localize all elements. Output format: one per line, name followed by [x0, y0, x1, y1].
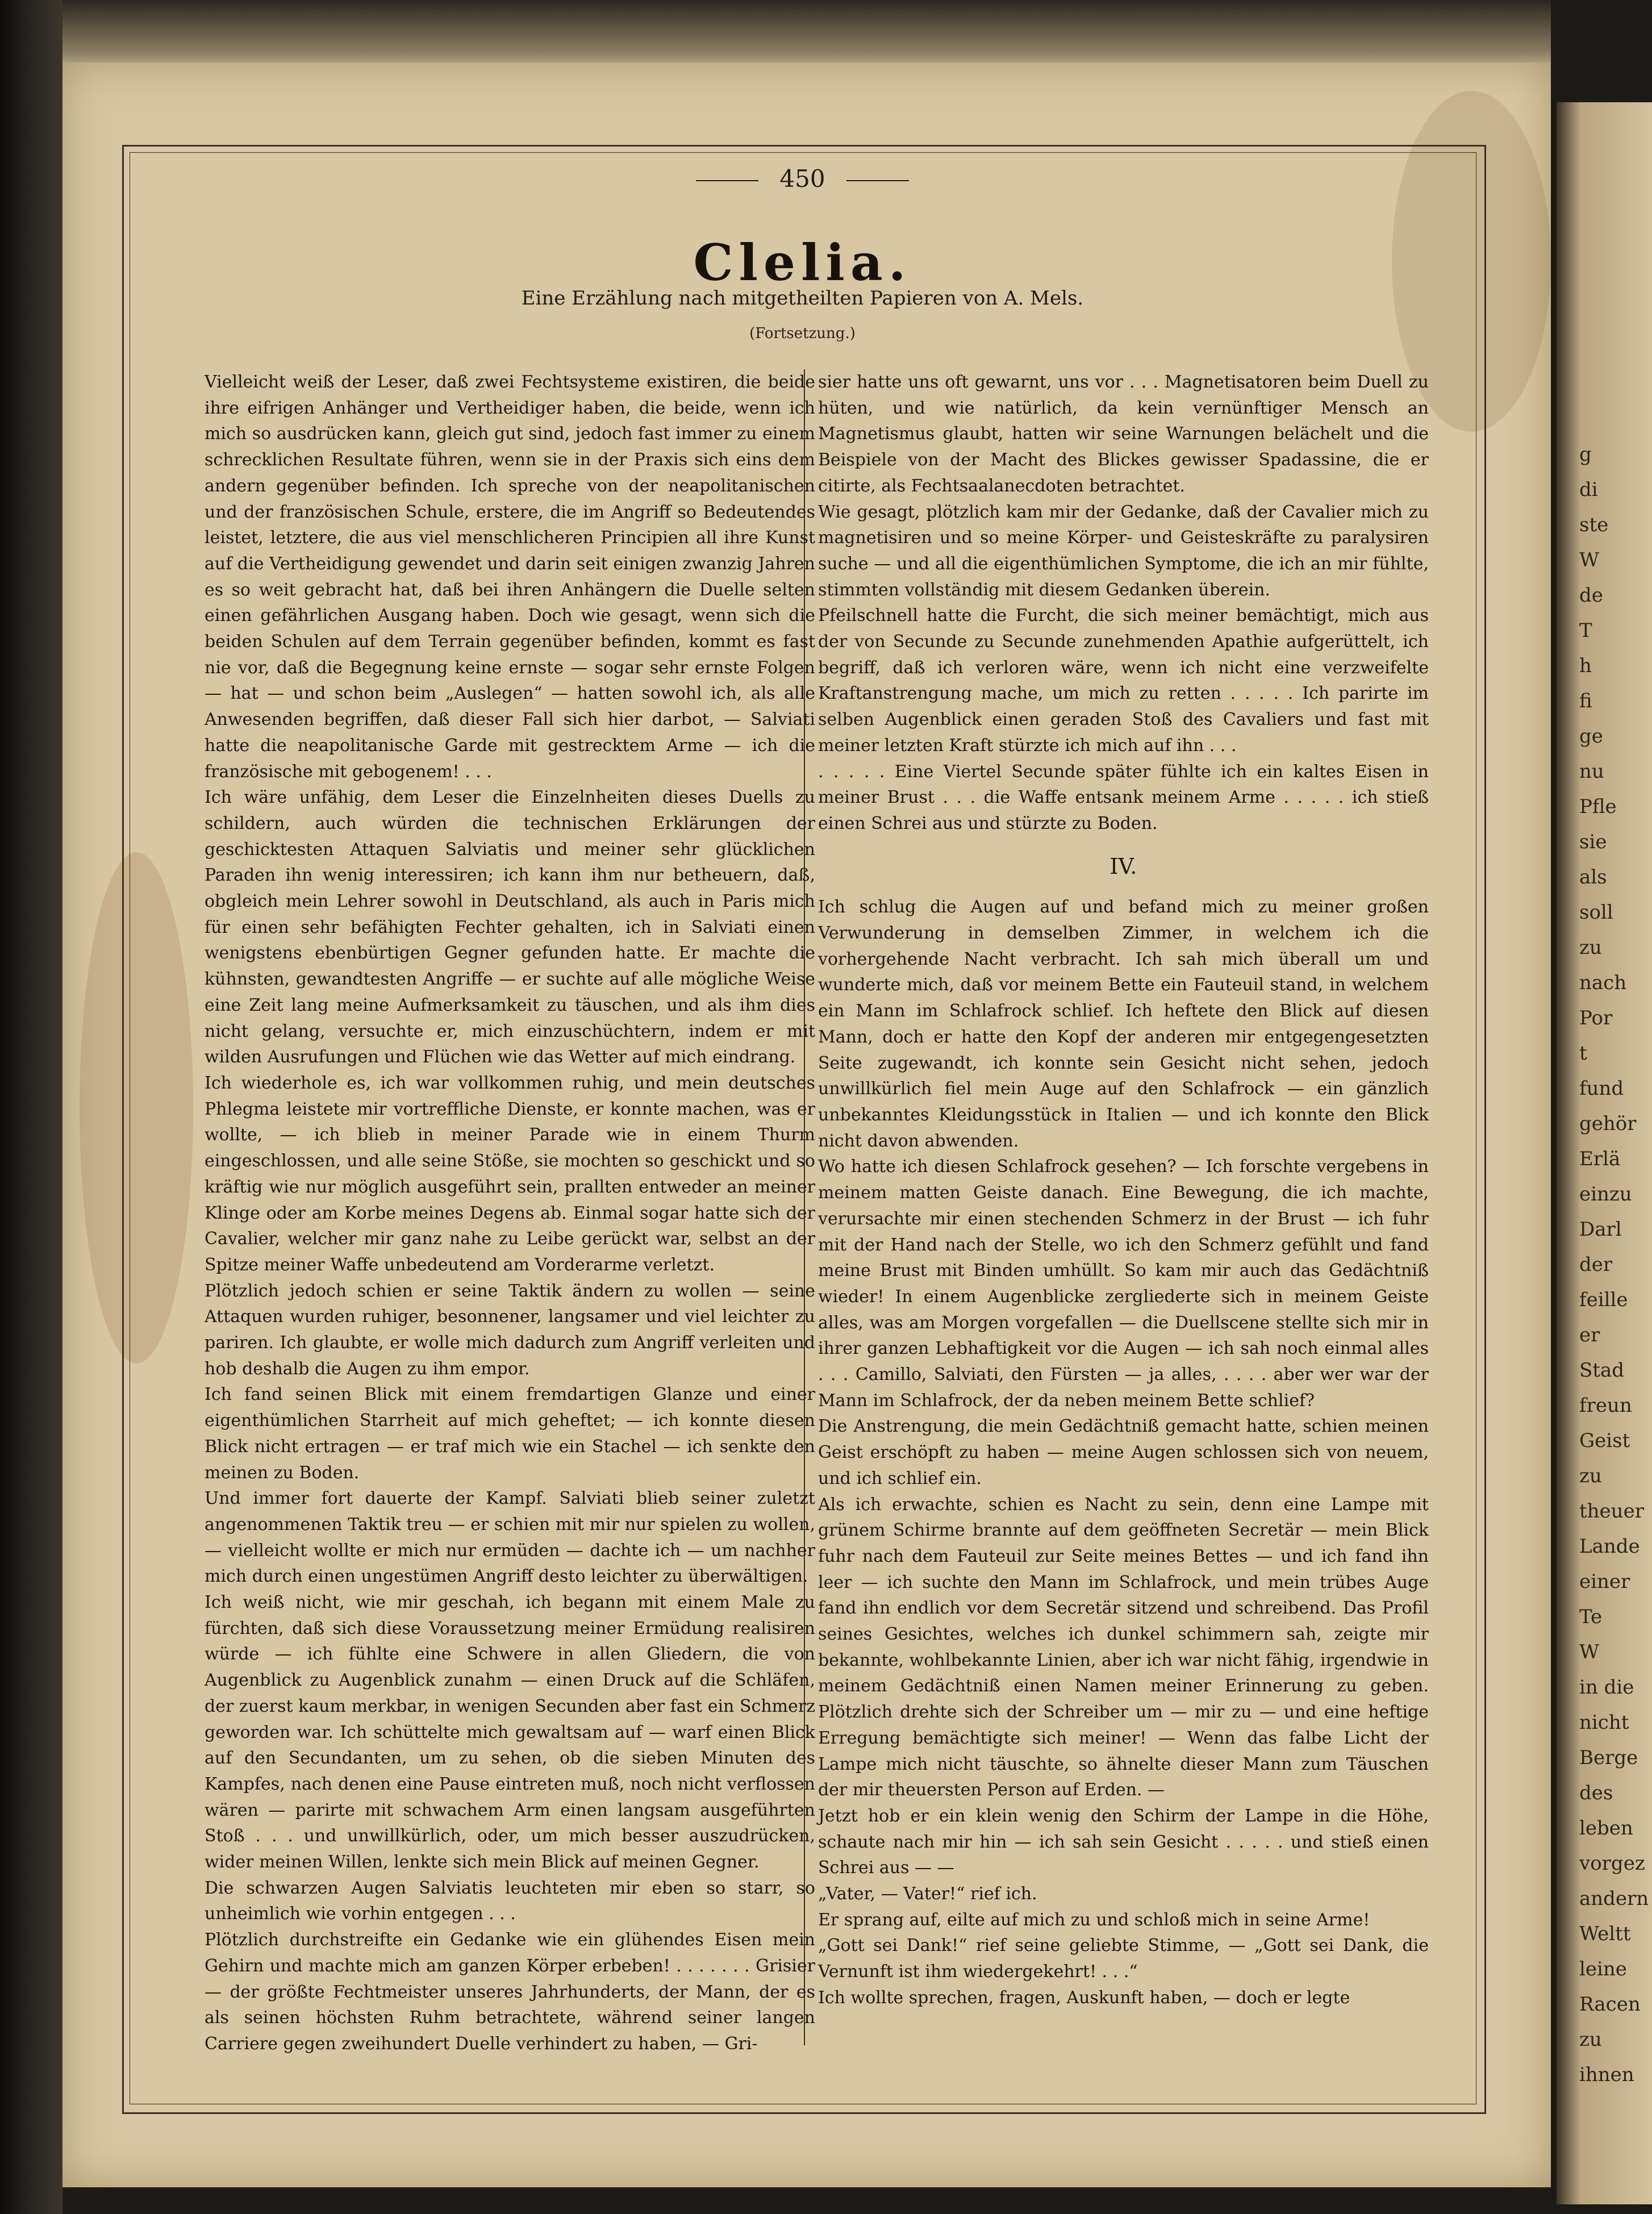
- paragraph: Wie gesagt, plötzlich kam mir der Gedanke, daß der Cavalier mich zu magnetisiren und so meine Körper- und Geisteskräfte zu paralysiren suche — und all die eigenthümlichen Symptome, die ich an mir fühlte, stimmten vollständig mit diesem Gedanken überein.: [818, 502, 1429, 600]
- paragraph: Ich weiß nicht, wie mir geschah, ich begann mit einem Male zu fürchten, daß sich diese Voraussetzung meiner Ermüdung realisiren würde — ich fühlte eine Schwere in allen Gliedern, die von Augenblick zu Augenblick zunahm — einen Druck auf die Schläfen, der zuerst kaum merkbar, in wenigen Secunden aber fast ein Schmerz geworden war. Ich schüttelte mich gewaltsam auf — warf einen Blick auf den Secundanten, um zu sehen, ob die sieben Minuten des Kampfes, nach denen eine Pause eintreten muß, noch nicht verflossen wären — parirte mit schwachem Arm einen langsam ausgeführten Stoß . . . und unwillkürlich, oder, um mich besser auszudrücken, wider meinen Willen, lenkte sich mein Blick auf meinen Gegner.: [205, 1592, 815, 1873]
- facing-page-fragment: di: [1579, 478, 1598, 501]
- paragraph: Ich wiederhole es, ich war vollkommen ruhig, und mein deutsches Phlegma leistete mir vortreffliche Dienste, er konnte machen, was er wollte, — ich blieb in meiner Parade wie in einem Thurm eingeschlossen, und alle seine Stöße, sie mochten so geschickt und so kräftig wie nur möglich ausgeführt sein, prallten entweder an meiner Klinge oder am Korbe meines Degens ab. Einmal sogar hatte sich der Cavalier, welcher mir ganz nahe zu Leibe gerückt war, selbst an der Spitze meiner Waffe unbedeutend am Vorderarme verletzt.: [205, 1073, 815, 1275]
- facing-page-fragment: fi: [1579, 690, 1592, 712]
- paragraph: Vielleicht weiß der Leser, daß zwei Fechtsysteme existiren, die beide ihre eifrigen Anhänger und Vertheidiger haben, die beide, wenn ich mich so ausdrücken kann, gleich gut sind, jedoch fast immer zu einem schrecklichen Resultate führen, wenn sie in der Praxis sich eins dem andern gegenüber befinden. Ich spreche von der neapolitanischen und der französischen Schule, erstere, die im Angriff so Bedeutendes leistet, letztere, die aus viel menschlicheren Principien all ihre Kunst auf die Vertheidigung gewendet und darin seit einigen zwanzig Jahren es so weit gebracht hat, daß bei ihren Anhängern die Duelle selten einen gefährlichen Ausgang haben. Doch wie gesagt, wenn sich die beiden Schulen auf dem Terrain gegenüber befinden, kommt es fast nie vor, daß die Begegnung keine ernste — sogar sehr ernste Folgen — hat — und schon beim „Auslegen“ — hatten sowohl ich, als alle Anwesenden begriffen, daß dieser Fall sich hier darbot, — Salviati hatte die neapolitanische Garde mit gestrecktem Arme — ich die französische mit gebogenem! . . .: [205, 372, 815, 782]
- story-title: Clelia.: [693, 233, 912, 292]
- facing-page-fragment: nach: [1579, 972, 1627, 994]
- facing-page-fragment: ge: [1579, 725, 1603, 748]
- paragraph: Er sprang auf, eilte auf mich zu und schloß mich in seine Arme!: [818, 1909, 1370, 1930]
- facing-page-fragment: g: [1579, 443, 1592, 466]
- header-rule-right: [846, 180, 909, 181]
- facing-page-fragment: theuer: [1579, 1500, 1644, 1523]
- paragraph: Jetzt hob er ein klein wenig den Schirm der Lampe in die Höhe, schaute nach mir hin — ich sah sein Gesicht . . . . . und stieß einen Schrei aus — —: [818, 1806, 1429, 1878]
- paragraph: „Vater, — Vater!“ rief ich.: [818, 1884, 1037, 1904]
- facing-page-fragment: als: [1579, 866, 1607, 889]
- facing-page-fragment: Lande: [1579, 1535, 1640, 1558]
- facing-page-fragment: sie: [1579, 831, 1607, 853]
- facing-page-fragment: nicht: [1579, 1711, 1629, 1734]
- text-column-right: [818, 369, 1429, 2011]
- facing-page-fragment: t: [1579, 1042, 1587, 1065]
- paragraph: Pfeilschnell hatte die Furcht, die sich meiner bemächtigt, mich aus der von Secunde zu Secunde zunehmenden Apathie aufgerüttelt, ich begriff, daß ich verloren wäre, wenn ich nicht eine verzweifelte Kraftanstrengung mache, um mich zu retten . . . . . Ich parirte im selben Augenblick einen geraden Stoß des Cavaliers und fast mit meiner letzten Kraft stürzte ich mich auf ihn . . .: [818, 606, 1429, 756]
- facing-page-fragment: leben: [1579, 1817, 1633, 1840]
- facing-page-fragment: Darl: [1579, 1218, 1622, 1241]
- paragraph: Die Anstrengung, die mein Gedächtniß gemacht hatte, schien meinen Geist erschöpft zu haben — meine Augen schlossen sich von neuem, und ich schlief ein.: [818, 1416, 1429, 1488]
- continuation-note: (Fortsetzung.): [749, 325, 856, 342]
- section-heading: IV.: [1109, 853, 1137, 879]
- paragraph: „Gott sei Dank!“ rief seine geliebte Stimme, — „Gott sei Dank, die Vernunft ist ihm wiedergekehrt! . . .“: [818, 1936, 1429, 1982]
- facing-page-fragment: ihnen: [1579, 2063, 1634, 2086]
- facing-page-fragment: des: [1579, 1782, 1613, 1804]
- facing-page-fragment: zu: [1579, 1465, 1602, 1487]
- facing-page-fragment: Racen: [1579, 1993, 1641, 2016]
- paragraph: sier hatte uns oft gewarnt, uns vor . . . Magnetisatoren beim Duell zu hüten, und wie natürlich, da kein vernünftiger Mensch an Magnetismus glaubt, hatten wir seine Warnungen belächelt und die Beispiele von der Macht des Blickes gewisser Spadassine, die er citirte, als Fechtsaalanecdoten betrachtet.: [818, 372, 1429, 496]
- facing-page-fragment: Te: [1579, 1606, 1603, 1628]
- paragraph: Ich schlug die Augen auf und befand mich zu meiner großen Verwunderung in demselben Zimmer, in welchem ich die vorhergehende Nacht verbracht. Ich sah mich überall um und wunderte mich, daß vor meinem Bette ein Fauteuil stand, in welchem ein Mann im Schlafrock schlief. Ich heftete den Blick auf diesen Mann, doch er hatte den Kopf der anderen mir entgegengesetzten Seite zugewandt, ich konnte sein Gesicht nicht sehen, jedoch unwillkürlich fiel mein Auge auf den Schlafrock — ein gänzlich unbekanntes Kleidungsstück in Italien — und ich konnte den Blick nicht davon abwenden.: [818, 897, 1429, 1151]
- facing-page-fragment: Por: [1579, 1007, 1613, 1029]
- facing-page-fragment: freun: [1579, 1394, 1632, 1417]
- facing-page-fragment: Pfle: [1579, 795, 1617, 818]
- facing-page-fragment: der: [1579, 1253, 1613, 1276]
- facing-page-fragment: T: [1579, 619, 1592, 642]
- facing-page-fragment: soll: [1579, 901, 1613, 924]
- facing-page-fragment: andern: [1579, 1887, 1649, 1910]
- facing-page: [1557, 102, 1652, 2204]
- facing-page-fragment: zu: [1579, 2028, 1602, 2051]
- facing-page-fragment: W: [1579, 1641, 1599, 1663]
- facing-page-fragment: Erlä: [1579, 1148, 1621, 1170]
- paragraph: Als ich erwachte, schien es Nacht zu sein, denn eine Lampe mit grünem Schirme brannte auf dem geöffneten Secretär — mein Blick fuhr nach dem Fauteuil zur Seite meines Bettes — und ich fand ihn leer — ich suchte den Mann im Schlafrock, und mein trübes Auge fand ihn endlich vor dem Secretär sitzend und schreibend. Das Profil seines Gesichtes, welches ich dunkel schimmern sah, zeigte mir bekannte, wohlbekannte Linien, aber ich war nicht fähig, irgendwie in meinem Gedächtniß einen Namen meiner Erinnerung zu geben. Plötzlich drehte sich der Schreiber um — mir zu — und eine heftige Erregung bemächtigte sich meiner! — Wenn das falbe Licht der Lampe mich nicht täuschte, so ähnelte dieser Mann zum Täuschen der mir theuersten Person auf Erden. —: [818, 1494, 1429, 1800]
- facing-page-fragment: vorgez: [1579, 1852, 1645, 1875]
- facing-page-fragment: Geist: [1579, 1429, 1630, 1452]
- facing-page-fragment: de: [1579, 584, 1603, 607]
- facing-page-fragment: Weltt: [1579, 1923, 1631, 1945]
- paragraph: Die schwarzen Augen Salviatis leuchteten mir eben so starr, so unheimlich wie vorhin entgegen . . .: [205, 1878, 815, 1924]
- facing-page-fragment: einzu: [1579, 1183, 1632, 1206]
- facing-page-fragment: h: [1579, 654, 1592, 677]
- facing-page-fragment: feille: [1579, 1289, 1628, 1311]
- page-header: [130, 165, 1475, 193]
- paragraph: Und immer fort dauerte der Kampf. Salviati blieb seiner zuletzt angenommenen Taktik treu — er schien mit mir nur spielen zu wollen, — vielleicht wollte er mich nur ermüden — dachte ich — um nachher mich durch einen ungestümen Angriff desto leichter zu überwältigen.: [205, 1488, 815, 1587]
- story-subtitle: Eine Erzählung nach mitgetheilten Papieren von A. Mels.: [521, 287, 1084, 310]
- paragraph: Wo hatte ich diesen Schlafrock gesehen? — Ich forschte vergebens in meinem matten Geiste danach. Eine Bewegung, die ich machte, verursachte mir einen stechenden Schmerz in der Brust — ich fuhr mit der Hand nach der Stelle, wo ich den Schmerz gefühlt und fand meine Brust mit Binden umhüllt. So kam mir auch das Gedächtniß wieder! In einem Augenblicke zergliederte sich in meinem Geiste alles, was am Morgen vorgefallen — die Duellscene stellte sich mir in ihrer ganzen Lebhaftigkeit vor die Augen — ich sah noch einmal alles . . . Camillo, Salviati, den Fürsten — ja alles, . . . . aber wer war der Mann im Schlafrock, der da neben meinem Bette schlief?: [818, 1157, 1429, 1411]
- facing-page-fragment: gehör: [1579, 1112, 1637, 1135]
- paragraph: Ich wäre unfähig, dem Leser die Einzelnheiten dieses Duells zu schildern, auch würden die technischen Erklärungen der geschicktesten Attaquen Salviatis und meiner sehr glücklichen Paraden ihn wenig interessiren; ich kann ihm nur betheuern, daß, obgleich mein Lehrer sowohl in Deutschland, als auch in Paris mich für einen sehr befähigten Fechter gehalten, ich in Salviati einen wenigstens ebenbürtigen Gegner gefunden hatte. Er machte die kühnsten, gewandtesten Angriffe — er suchte auf alle mögliche Weise eine Zeit lang meine Aufmerksamkeit zu täuschen, und als ihm dies nicht gelang, versuchte er, mich einzuschüchtern, indem er mit wilden Ausrufungen und Flüchen wie das Wetter auf mich eindrang.: [205, 787, 815, 1068]
- facing-page-fragment: leine: [1579, 1958, 1627, 1980]
- facing-page-fragment: ste: [1579, 514, 1609, 536]
- facing-page-fragment: einer: [1579, 1570, 1630, 1593]
- facing-page-fragment: W: [1579, 549, 1599, 572]
- facing-page-fragment: nu: [1579, 760, 1604, 783]
- paragraph: Plötzlich jedoch schien er seine Taktik ändern zu wollen — seine Attaquen wurden ruhiger, besonnener, langsamer und viel leichter zu pariren. Ich glaubte, er wolle mich dadurch zum Angriff verleiten und hob deshalb die Augen zu ihm empor.: [205, 1281, 815, 1379]
- paragraph: Plötzlich durchstreifte ein Gedanke wie ein glühendes Eisen mein Gehirn und machte mich am ganzen Körper erbeben! . . . . . . . Grisier — der größte Fechtmeister unseres Jahrhunderts, der Mann, der es als seinen höchsten Ruhm betrachtete, während seiner langen Carriere gegen zweihundert Duelle verhindert zu haben, — Gri-: [205, 1930, 815, 2054]
- facing-page-fragment: fund: [1579, 1077, 1624, 1100]
- paragraph: Ich wollte sprechen, fragen, Auskunft haben, — doch er legte: [818, 1987, 1350, 2008]
- facing-page-fragment: Berge: [1579, 1746, 1638, 1769]
- facing-page-fragment: zu: [1579, 936, 1602, 959]
- page-number: 450: [779, 165, 825, 193]
- text-column-left: [205, 369, 815, 2057]
- facing-page-fragment: er: [1579, 1324, 1600, 1346]
- facing-page-fragment: in die: [1579, 1676, 1634, 1699]
- header-rule-left: [696, 180, 758, 181]
- book-binding-left: [0, 0, 62, 2214]
- paragraph: Ich fand seinen Blick mit einem fremdartigen Glanze und einer eigenthümlichen Starrheit auf mich geheftet; — ich konnte diesen Blick nicht ertragen — er traf mich wie ein Stachel — ich senkte den meinen zu Boden.: [205, 1385, 815, 1483]
- paragraph: . . . . . Eine Viertel Secunde später fühlte ich ein kaltes Eisen in meiner Brust . . . die Waffe entsank meinem Arme . . . . . ich stieß einen Schrei aus und stürzte zu Boden.: [818, 761, 1429, 833]
- facing-page-fragment: Stad: [1579, 1359, 1624, 1382]
